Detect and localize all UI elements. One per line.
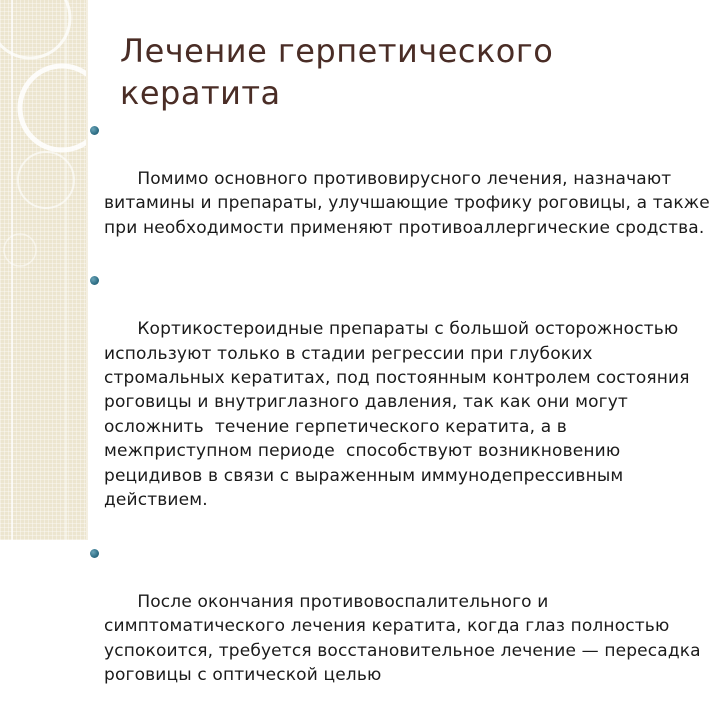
bullet-item bbox=[90, 541, 712, 712]
bullet-item bbox=[90, 268, 712, 536]
bullet-text: Кортикостероидные препараты с большой осторожностью используют только в стадии регрессии при глубоких стромальных кератитах, под постоянным контролем состояния роговицы и внутриглазного давления, так как они могут осложнить течение герпетического кератита, а в межприступном периоде способствуют возникновению рецидивов в связи с выраженным иммунодепрессивным действием. bbox=[104, 319, 696, 511]
decorative-side-panel bbox=[0, 0, 86, 540]
bullet-list bbox=[90, 118, 716, 716]
bullet-text: Помимо основного противовирусного лечения, назначают витамины и препараты, улучшающие трофику роговицы, а также при необходимости применяют противоаллергические сродства. bbox=[104, 168, 716, 238]
decorative-circles-graphic bbox=[0, 0, 86, 540]
panel-divider bbox=[86, 0, 88, 540]
bullet-dot-icon bbox=[90, 549, 99, 558]
bullet-text: После окончания противовоспалительного и симптоматического лечения кератита, когда глаз полностью успокоится, требуется восстановительное лечение — пересадка роговицы с оптической целью bbox=[104, 591, 707, 685]
bullet-dot-icon bbox=[90, 276, 99, 285]
bullet-dot-icon bbox=[90, 126, 99, 135]
bullet-item bbox=[90, 118, 716, 264]
slide-title: Лечение герпетического кератита bbox=[120, 32, 554, 112]
